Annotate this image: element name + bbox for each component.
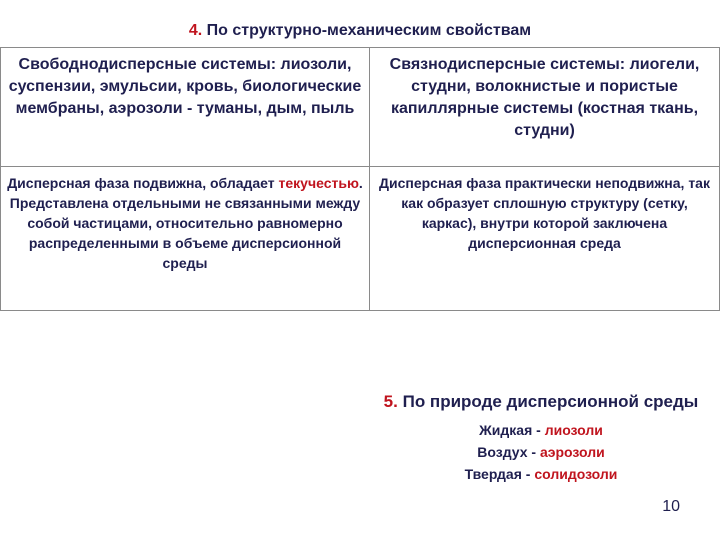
section-4-heading: По структурно-механическим свойствам bbox=[206, 22, 532, 39]
item-value: лиозоли bbox=[544, 422, 603, 438]
section-5-heading: По природе дисперсионной среды bbox=[402, 392, 699, 411]
section-4-number: 4. bbox=[188, 22, 203, 39]
item-value: аэрозоли bbox=[539, 444, 605, 460]
section-5-number: 5. bbox=[383, 392, 398, 411]
table-row bbox=[1, 48, 720, 167]
section-5 bbox=[368, 390, 714, 485]
item-label: Твердая - bbox=[464, 466, 535, 482]
section-5-title bbox=[368, 390, 714, 413]
item-label: Жидкая - bbox=[479, 422, 545, 438]
desc-left-before: Дисперсная фаза подвижна, обладает bbox=[7, 175, 279, 191]
item-value: солидозоли bbox=[534, 466, 618, 482]
item-label: Воздух - bbox=[477, 444, 540, 460]
desc-bound-dispersed: Дисперсная фаза практически неподвижна, так как образует сплошную структуру (сетку, каркас), внутри которой заключена дисперсионная среда bbox=[370, 167, 720, 311]
list-item bbox=[368, 441, 714, 463]
header-free-dispersed: Свободнодисперсные системы: лиозоли, суспензии, эмульсии, кровь, биологические мембраны, аэрозоли - туманы, дым, пыль bbox=[1, 48, 370, 167]
table-row bbox=[1, 167, 720, 311]
list-item bbox=[368, 463, 714, 485]
list-item bbox=[368, 419, 714, 441]
comparison-table bbox=[0, 47, 720, 311]
desc-left-after: . Представлена отдельными не связанными между собой частицами, относительно равномерно распределенными в объеме дисперсионной среды bbox=[9, 175, 363, 271]
header-bound-dispersed: Связнодисперсные системы: лиогели, студни, волокнистые и пористые капиллярные системы (костная ткань, студни) bbox=[370, 48, 720, 167]
page-number: 10 bbox=[662, 498, 680, 515]
section-4-title bbox=[0, 22, 720, 40]
desc-left-highlight: текучестью bbox=[278, 175, 359, 191]
desc-free-dispersed bbox=[1, 167, 370, 311]
